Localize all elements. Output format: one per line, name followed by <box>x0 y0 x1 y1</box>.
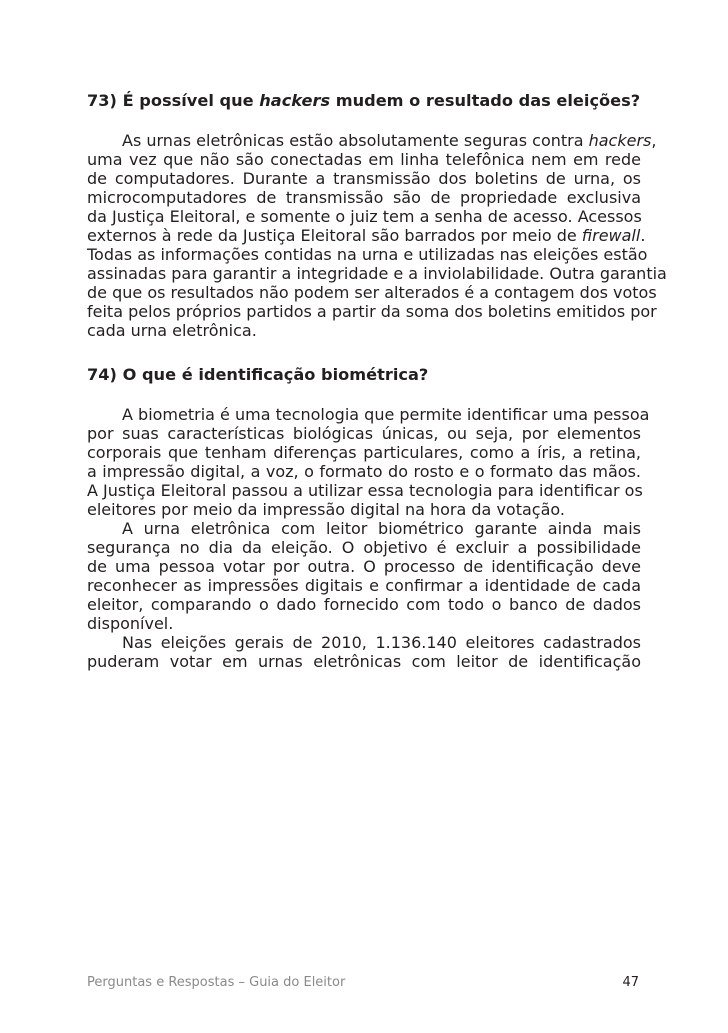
emphasis-term: firewall <box>581 226 641 245</box>
answer-74-line: A biometria é uma tecnologia que permite identificar uma pessoa <box>122 405 650 424</box>
answer-74-line: segurança no dia da eleição. O objetivo é excluir a possibilidade <box>87 538 641 557</box>
answer-73-line: feita pelos próprios partidos a partir da soma dos boletins emitidos por <box>87 302 657 321</box>
answer-74-line: corporais que tenham diferenças particulares, como a íris, a retina, <box>87 443 641 462</box>
answer-73-line: Todas as informações contidas na urna e utilizadas nas eleições estão <box>87 245 648 264</box>
emphasis-term: hackers <box>588 131 652 150</box>
answer-74-line: Nas eleições gerais de 2010, 1.136.140 eleitores cadastrados <box>122 633 641 652</box>
question-73-number: 73) <box>87 91 117 110</box>
answer-74-line: A Justiça Eleitoral passou a utilizar essa tecnologia para identificar os <box>87 481 643 500</box>
question-74-title: O que é identificação biométrica? <box>122 365 429 384</box>
question-73-answer <box>87 131 667 340</box>
answer-73-line: de que os resultados não podem ser alterados é a contagem dos votos <box>87 283 657 302</box>
answer-74-line: disponível. <box>87 614 174 633</box>
answer-73-line: assinadas para garantir a integridade e a inviolabilidade. Outra garantia <box>87 264 667 283</box>
footer-title: Perguntas e Respostas – Guia do Eleitor <box>87 975 346 990</box>
answer-73-line: uma vez que não são conectadas em linha telefônica nem em rede <box>87 150 641 169</box>
question-73-title-before: É possível que <box>122 91 254 110</box>
answer-74-line: de uma pessoa votar por outra. O processo de identificação deve <box>87 557 641 576</box>
answer-73-line: da Justiça Eleitoral, e somente o juiz tem a senha de acesso. Acessos <box>87 207 642 226</box>
question-74-number: 74) <box>87 365 117 384</box>
answer-73-line: As urnas eletrônicas estão absolutamente seguras contra hackers, <box>122 131 657 150</box>
answer-74-line: eleitores por meio da impressão digital na hora da votação. <box>87 500 565 519</box>
answer-74-line: A urna eletrônica com leitor biométrico garante ainda mais <box>122 519 641 538</box>
answer-74-line: puderam votar em urnas eletrônicas com leitor de identificação <box>87 652 641 671</box>
answer-74-line: eleitor, comparando o dado fornecido com todo o banco de dados <box>87 595 641 614</box>
question-74-answer <box>87 405 650 671</box>
answer-73-line: cada urna eletrônica. <box>87 321 257 340</box>
answer-73-line: microcomputadores de transmissão são de propriedade exclusiva <box>87 188 641 207</box>
page-number: 47 <box>622 975 639 990</box>
question-73-title-after: mudem o resultado das eleições? <box>335 91 641 110</box>
answer-73-line: de computadores. Durante a transmissão dos boletins de urna, os <box>87 169 641 188</box>
question-73-heading <box>87 86 641 115</box>
answer-74-line: a impressão digital, a voz, o formato do rosto e o formato das mãos. <box>87 462 641 481</box>
answer-74-line: por suas características biológicas únicas, ou seja, por elementos <box>87 424 641 443</box>
answer-74-line: reconhecer as impressões digitais e confirmar a identidade de cada <box>87 576 641 595</box>
question-73-title-emphasis: hackers <box>259 91 331 110</box>
document-page <box>87 82 667 671</box>
page-footer <box>87 975 641 990</box>
question-74-heading <box>87 360 641 389</box>
answer-73-line: externos à rede da Justiça Eleitoral são barrados por meio de firewall. <box>87 226 646 245</box>
